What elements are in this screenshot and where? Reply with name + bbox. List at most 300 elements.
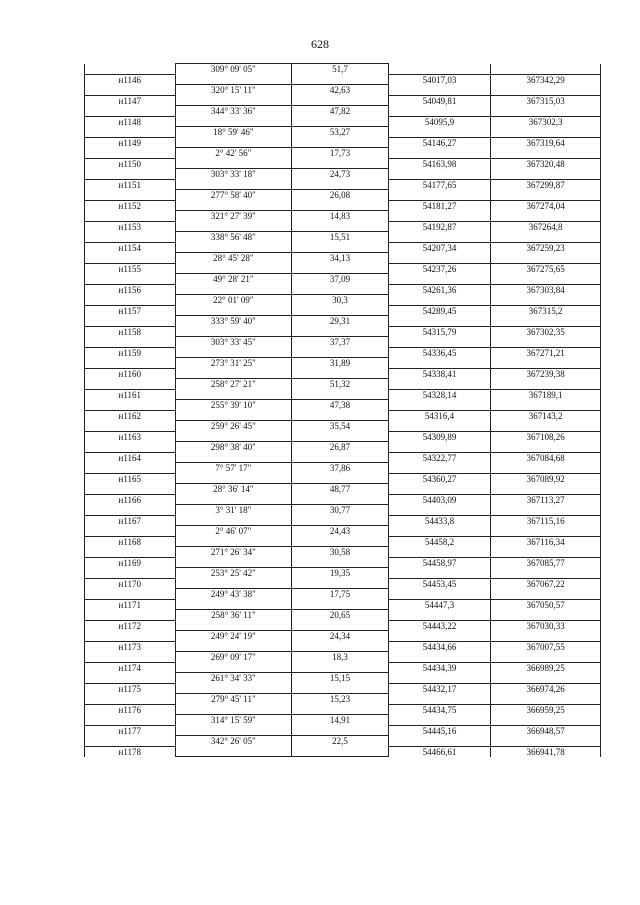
y-coordinate-cell bbox=[491, 715, 601, 726]
point-name-cell: н1147 bbox=[85, 95, 176, 106]
angle-cell bbox=[175, 641, 292, 652]
length-cell: 15,15 bbox=[292, 673, 389, 684]
point-name-cell bbox=[85, 568, 176, 579]
point-name-cell: н1158 bbox=[85, 326, 176, 337]
length-cell bbox=[292, 536, 389, 547]
angle-cell bbox=[175, 158, 292, 169]
y-coordinate-cell: 367320,48 bbox=[491, 158, 601, 169]
angle-cell bbox=[175, 578, 292, 589]
length-cell: 14,91 bbox=[292, 715, 389, 726]
length-cell bbox=[292, 515, 389, 526]
point-row bbox=[85, 179, 601, 190]
y-coordinate-cell: 367315,03 bbox=[491, 95, 601, 106]
point-name-cell: н1151 bbox=[85, 179, 176, 190]
x-coordinate-cell bbox=[388, 127, 491, 138]
point-row bbox=[85, 452, 601, 463]
x-coordinate-cell: 54434,39 bbox=[388, 662, 491, 673]
segment-row bbox=[85, 652, 601, 663]
length-cell bbox=[292, 116, 389, 127]
length-cell bbox=[292, 368, 389, 379]
x-coordinate-cell bbox=[388, 589, 491, 600]
length-cell bbox=[292, 284, 389, 295]
point-name-cell: н1171 bbox=[85, 599, 176, 610]
x-coordinate-cell bbox=[388, 736, 491, 747]
y-coordinate-cell bbox=[491, 526, 601, 537]
x-coordinate-cell: 54434,75 bbox=[388, 704, 491, 715]
length-cell bbox=[292, 263, 389, 274]
segment-row bbox=[85, 295, 601, 306]
page-number: 628 bbox=[311, 37, 329, 51]
x-coordinate-cell bbox=[388, 400, 491, 411]
angle-cell: 303° 33' 45" bbox=[175, 337, 292, 348]
x-coordinate-cell bbox=[388, 673, 491, 684]
angle-cell: 277° 58' 40" bbox=[175, 190, 292, 201]
y-coordinate-cell bbox=[491, 295, 601, 306]
angle-cell bbox=[175, 662, 292, 673]
length-cell: 51,7 bbox=[292, 64, 389, 75]
angle-cell bbox=[175, 284, 292, 295]
y-coordinate-cell: 367303,84 bbox=[491, 284, 601, 295]
y-coordinate-cell: 366948,57 bbox=[491, 725, 601, 736]
y-coordinate-cell: 367113,27 bbox=[491, 494, 601, 505]
x-coordinate-cell: 54360,27 bbox=[388, 473, 491, 484]
segment-row bbox=[85, 631, 601, 642]
x-coordinate-cell bbox=[388, 652, 491, 663]
x-coordinate-cell: 54181,27 bbox=[388, 200, 491, 211]
point-name-cell bbox=[85, 64, 176, 75]
y-coordinate-cell: 367108,26 bbox=[491, 431, 601, 442]
x-coordinate-cell: 54207,34 bbox=[388, 242, 491, 253]
angle-cell: 333° 59' 40" bbox=[175, 316, 292, 327]
y-coordinate-cell bbox=[491, 190, 601, 201]
angle-cell bbox=[175, 746, 292, 757]
point-row bbox=[85, 95, 601, 106]
length-cell bbox=[292, 494, 389, 505]
angle-cell bbox=[175, 368, 292, 379]
x-coordinate-cell bbox=[388, 106, 491, 117]
angle-cell: 255° 39' 10" bbox=[175, 400, 292, 411]
point-name-cell bbox=[85, 505, 176, 516]
angle-cell bbox=[175, 704, 292, 715]
segment-row bbox=[85, 568, 601, 579]
x-coordinate-cell: 54336,45 bbox=[388, 347, 491, 358]
segment-row bbox=[85, 442, 601, 453]
x-coordinate-cell bbox=[388, 505, 491, 516]
segment-row bbox=[85, 547, 601, 558]
point-name-cell: н1161 bbox=[85, 389, 176, 400]
y-coordinate-cell: 367085,77 bbox=[491, 557, 601, 568]
x-coordinate-cell: 54017,03 bbox=[388, 74, 491, 85]
x-coordinate-cell: 54095,9 bbox=[388, 116, 491, 127]
y-coordinate-cell: 367116,34 bbox=[491, 536, 601, 547]
x-coordinate-cell: 54163,98 bbox=[388, 158, 491, 169]
segment-row bbox=[85, 64, 601, 75]
length-cell bbox=[292, 326, 389, 337]
x-coordinate-cell bbox=[388, 631, 491, 642]
point-name-cell: н1168 bbox=[85, 536, 176, 547]
angle-cell bbox=[175, 179, 292, 190]
y-coordinate-cell: 367274,04 bbox=[491, 200, 601, 211]
angle-cell: 22° 01' 09" bbox=[175, 295, 292, 306]
point-name-cell bbox=[85, 337, 176, 348]
segment-row bbox=[85, 736, 601, 747]
point-row bbox=[85, 305, 601, 316]
point-name-cell: н1149 bbox=[85, 137, 176, 148]
x-coordinate-cell: 54453,45 bbox=[388, 578, 491, 589]
segment-row bbox=[85, 610, 601, 621]
angle-cell bbox=[175, 389, 292, 400]
angle-cell: 7° 57' 17" bbox=[175, 463, 292, 474]
length-cell: 37,37 bbox=[292, 337, 389, 348]
y-coordinate-cell bbox=[491, 421, 601, 432]
point-name-cell bbox=[85, 379, 176, 390]
point-name-cell: н1172 bbox=[85, 620, 176, 631]
point-name-cell: н1174 bbox=[85, 662, 176, 673]
x-coordinate-cell: 54192,87 bbox=[388, 221, 491, 232]
angle-cell: 258° 27' 21" bbox=[175, 379, 292, 390]
point-row bbox=[85, 536, 601, 547]
angle-cell bbox=[175, 95, 292, 106]
x-coordinate-cell: 54237,26 bbox=[388, 263, 491, 274]
point-name-cell: н1178 bbox=[85, 746, 176, 757]
y-coordinate-cell: 367007,55 bbox=[491, 641, 601, 652]
point-name-cell: н1175 bbox=[85, 683, 176, 694]
angle-cell bbox=[175, 74, 292, 85]
point-name-cell: н1154 bbox=[85, 242, 176, 253]
x-coordinate-cell bbox=[388, 337, 491, 348]
y-coordinate-cell bbox=[491, 400, 601, 411]
y-coordinate-cell bbox=[491, 547, 601, 558]
x-coordinate-cell: 54146,27 bbox=[388, 137, 491, 148]
segment-row bbox=[85, 316, 601, 327]
x-coordinate-cell bbox=[388, 484, 491, 495]
x-coordinate-cell bbox=[388, 169, 491, 180]
x-coordinate-cell: 54458,2 bbox=[388, 536, 491, 547]
x-coordinate-cell bbox=[388, 547, 491, 558]
point-name-cell: н1173 bbox=[85, 641, 176, 652]
y-coordinate-cell: 367189,1 bbox=[491, 389, 601, 400]
point-name-cell bbox=[85, 589, 176, 600]
point-row bbox=[85, 431, 601, 442]
point-name-cell: н1159 bbox=[85, 347, 176, 358]
point-name-cell bbox=[85, 694, 176, 705]
length-cell bbox=[292, 410, 389, 421]
point-name-cell: н1166 bbox=[85, 494, 176, 505]
point-name-cell bbox=[85, 610, 176, 621]
angle-cell: 3° 31' 18" bbox=[175, 505, 292, 516]
length-cell bbox=[292, 221, 389, 232]
point-row bbox=[85, 200, 601, 211]
x-coordinate-cell bbox=[388, 526, 491, 537]
length-cell: 15,51 bbox=[292, 232, 389, 243]
point-name-cell bbox=[85, 274, 176, 285]
angle-cell bbox=[175, 263, 292, 274]
angle-cell bbox=[175, 242, 292, 253]
point-name-cell bbox=[85, 715, 176, 726]
y-coordinate-cell: 367259,23 bbox=[491, 242, 601, 253]
segment-row bbox=[85, 211, 601, 222]
point-name-cell: н1162 bbox=[85, 410, 176, 421]
point-row bbox=[85, 242, 601, 253]
y-coordinate-cell bbox=[491, 694, 601, 705]
point-name-cell: н1150 bbox=[85, 158, 176, 169]
point-row bbox=[85, 683, 601, 694]
length-cell bbox=[292, 557, 389, 568]
length-cell: 14,83 bbox=[292, 211, 389, 222]
y-coordinate-cell: 367271,21 bbox=[491, 347, 601, 358]
y-coordinate-cell bbox=[491, 169, 601, 180]
x-coordinate-cell: 54466,61 bbox=[388, 746, 491, 757]
segment-row bbox=[85, 379, 601, 390]
point-row bbox=[85, 74, 601, 85]
x-coordinate-cell: 54316,4 bbox=[388, 410, 491, 421]
point-name-cell bbox=[85, 421, 176, 432]
y-coordinate-cell: 367299,87 bbox=[491, 179, 601, 190]
angle-cell: 269° 09' 17" bbox=[175, 652, 292, 663]
point-row bbox=[85, 641, 601, 652]
point-row bbox=[85, 368, 601, 379]
y-coordinate-cell bbox=[491, 316, 601, 327]
segment-row bbox=[85, 694, 601, 705]
point-name-cell: н1148 bbox=[85, 116, 176, 127]
angle-cell: 298° 38' 40" bbox=[175, 442, 292, 453]
y-coordinate-cell bbox=[491, 85, 601, 96]
point-name-cell bbox=[85, 148, 176, 159]
angle-cell: 320° 15' 11" bbox=[175, 85, 292, 96]
y-coordinate-cell bbox=[491, 505, 601, 516]
x-coordinate-cell: 54177,65 bbox=[388, 179, 491, 190]
angle-cell bbox=[175, 494, 292, 505]
angle-cell bbox=[175, 473, 292, 484]
angle-cell bbox=[175, 599, 292, 610]
segment-row bbox=[85, 127, 601, 138]
length-cell bbox=[292, 452, 389, 463]
point-row bbox=[85, 515, 601, 526]
point-name-cell bbox=[85, 484, 176, 495]
segment-row bbox=[85, 505, 601, 516]
x-coordinate-cell bbox=[388, 358, 491, 369]
angle-cell bbox=[175, 326, 292, 337]
length-cell: 53,27 bbox=[292, 127, 389, 138]
point-name-cell bbox=[85, 106, 176, 117]
length-cell: 19,35 bbox=[292, 568, 389, 579]
segment-row bbox=[85, 421, 601, 432]
segment-row bbox=[85, 106, 601, 117]
length-cell: 37,86 bbox=[292, 463, 389, 474]
y-coordinate-cell: 367275,65 bbox=[491, 263, 601, 274]
y-coordinate-cell: 367342,29 bbox=[491, 74, 601, 85]
y-coordinate-cell bbox=[491, 274, 601, 285]
angle-cell: 18° 59' 46" bbox=[175, 127, 292, 138]
point-name-cell bbox=[85, 736, 176, 747]
point-row bbox=[85, 158, 601, 169]
length-cell bbox=[292, 683, 389, 694]
y-coordinate-cell: 367239,38 bbox=[491, 368, 601, 379]
angle-cell: 49° 28' 21" bbox=[175, 274, 292, 285]
point-name-cell bbox=[85, 85, 176, 96]
y-coordinate-cell bbox=[491, 442, 601, 453]
length-cell bbox=[292, 746, 389, 757]
angle-cell: 344° 33' 36" bbox=[175, 106, 292, 117]
segment-row bbox=[85, 148, 601, 159]
x-coordinate-cell bbox=[388, 232, 491, 243]
y-coordinate-cell: 367302,35 bbox=[491, 326, 601, 337]
angle-cell bbox=[175, 200, 292, 211]
length-cell bbox=[292, 242, 389, 253]
length-cell: 26,87 bbox=[292, 442, 389, 453]
y-coordinate-cell: 367050,57 bbox=[491, 599, 601, 610]
segment-row bbox=[85, 463, 601, 474]
segment-row bbox=[85, 358, 601, 369]
point-row bbox=[85, 494, 601, 505]
length-cell bbox=[292, 179, 389, 190]
angle-cell bbox=[175, 305, 292, 316]
x-coordinate-cell: 54338,41 bbox=[388, 368, 491, 379]
y-coordinate-cell bbox=[491, 631, 601, 642]
x-coordinate-cell bbox=[388, 442, 491, 453]
y-coordinate-cell: 367143,2 bbox=[491, 410, 601, 421]
angle-cell bbox=[175, 725, 292, 736]
point-name-cell bbox=[85, 295, 176, 306]
x-coordinate-cell bbox=[388, 610, 491, 621]
length-cell: 42,63 bbox=[292, 85, 389, 96]
length-cell: 29,31 bbox=[292, 316, 389, 327]
y-coordinate-cell bbox=[491, 673, 601, 684]
point-row bbox=[85, 599, 601, 610]
angle-cell bbox=[175, 137, 292, 148]
angle-cell bbox=[175, 431, 292, 442]
angle-cell: 271° 26' 34" bbox=[175, 547, 292, 558]
segment-row bbox=[85, 85, 601, 96]
point-name-cell: н1164 bbox=[85, 452, 176, 463]
point-name-cell: н1156 bbox=[85, 284, 176, 295]
length-cell: 15,23 bbox=[292, 694, 389, 705]
point-row bbox=[85, 620, 601, 631]
point-name-cell bbox=[85, 442, 176, 453]
point-name-cell: н1160 bbox=[85, 368, 176, 379]
angle-cell bbox=[175, 683, 292, 694]
x-coordinate-cell: 54445,16 bbox=[388, 725, 491, 736]
point-name-cell bbox=[85, 127, 176, 138]
y-coordinate-cell bbox=[491, 568, 601, 579]
length-cell bbox=[292, 620, 389, 631]
point-row bbox=[85, 410, 601, 421]
y-coordinate-cell: 367084,68 bbox=[491, 452, 601, 463]
length-cell: 17,75 bbox=[292, 589, 389, 600]
y-coordinate-cell: 366959,25 bbox=[491, 704, 601, 715]
point-name-cell bbox=[85, 526, 176, 537]
y-coordinate-cell bbox=[491, 232, 601, 243]
length-cell: 35,54 bbox=[292, 421, 389, 432]
x-coordinate-cell bbox=[388, 64, 491, 75]
point-name-cell bbox=[85, 169, 176, 180]
x-coordinate-cell bbox=[388, 316, 491, 327]
point-name-cell: н1163 bbox=[85, 431, 176, 442]
y-coordinate-cell: 366974,26 bbox=[491, 683, 601, 694]
point-name-cell bbox=[85, 673, 176, 684]
point-row bbox=[85, 704, 601, 715]
y-coordinate-cell bbox=[491, 736, 601, 747]
point-name-cell bbox=[85, 463, 176, 474]
y-coordinate-cell bbox=[491, 253, 601, 264]
x-coordinate-cell: 54434,66 bbox=[388, 641, 491, 652]
segment-row bbox=[85, 169, 601, 180]
point-row bbox=[85, 116, 601, 127]
point-name-cell bbox=[85, 631, 176, 642]
coordinates-table-body bbox=[85, 64, 601, 757]
length-cell: 18,3 bbox=[292, 652, 389, 663]
point-name-cell: н1176 bbox=[85, 704, 176, 715]
y-coordinate-cell: 366989,25 bbox=[491, 662, 601, 673]
angle-cell bbox=[175, 557, 292, 568]
angle-cell: 28° 36' 14" bbox=[175, 484, 292, 495]
y-coordinate-cell: 367067,22 bbox=[491, 578, 601, 589]
point-name-cell bbox=[85, 211, 176, 222]
length-cell: 30,3 bbox=[292, 295, 389, 306]
point-name-cell bbox=[85, 358, 176, 369]
length-cell bbox=[292, 347, 389, 358]
angle-cell: 338° 56' 48" bbox=[175, 232, 292, 243]
point-row bbox=[85, 389, 601, 400]
y-coordinate-cell: 367315,2 bbox=[491, 305, 601, 316]
length-cell bbox=[292, 704, 389, 715]
y-coordinate-cell bbox=[491, 610, 601, 621]
point-row bbox=[85, 221, 601, 232]
length-cell: 22,5 bbox=[292, 736, 389, 747]
point-name-cell bbox=[85, 652, 176, 663]
length-cell: 34,13 bbox=[292, 253, 389, 264]
point-row bbox=[85, 137, 601, 148]
length-cell: 24,34 bbox=[292, 631, 389, 642]
angle-cell: 249° 43' 38" bbox=[175, 589, 292, 600]
length-cell: 47,38 bbox=[292, 400, 389, 411]
coordinates-table bbox=[84, 63, 601, 757]
length-cell: 26,08 bbox=[292, 190, 389, 201]
angle-cell: 2° 42' 56" bbox=[175, 148, 292, 159]
y-coordinate-cell: 367089,92 bbox=[491, 473, 601, 484]
point-name-cell bbox=[85, 253, 176, 264]
point-name-cell: н1153 bbox=[85, 221, 176, 232]
angle-cell bbox=[175, 410, 292, 421]
segment-row bbox=[85, 190, 601, 201]
x-coordinate-cell: 54403,09 bbox=[388, 494, 491, 505]
length-cell: 31,89 bbox=[292, 358, 389, 369]
segment-row bbox=[85, 400, 601, 411]
segment-row bbox=[85, 715, 601, 726]
angle-cell: 2° 46' 07" bbox=[175, 526, 292, 537]
length-cell bbox=[292, 137, 389, 148]
y-coordinate-cell: 367302,3 bbox=[491, 116, 601, 127]
length-cell: 51,32 bbox=[292, 379, 389, 390]
y-coordinate-cell bbox=[491, 652, 601, 663]
angle-cell: 321° 27' 39" bbox=[175, 211, 292, 222]
point-row bbox=[85, 347, 601, 358]
angle-cell: 303° 33' 18" bbox=[175, 169, 292, 180]
y-coordinate-cell bbox=[491, 64, 601, 75]
angle-cell: 273° 31' 25" bbox=[175, 358, 292, 369]
y-coordinate-cell bbox=[491, 106, 601, 117]
angle-cell: 259° 26' 45" bbox=[175, 421, 292, 432]
length-cell: 48,77 bbox=[292, 484, 389, 495]
x-coordinate-cell bbox=[388, 211, 491, 222]
point-name-cell: н1170 bbox=[85, 578, 176, 589]
angle-cell: 258° 36' 11" bbox=[175, 610, 292, 621]
x-coordinate-cell: 54322,77 bbox=[388, 452, 491, 463]
angle-cell: 342° 26' 05" bbox=[175, 736, 292, 747]
angle-cell: 28° 45' 28" bbox=[175, 253, 292, 264]
length-cell: 24,43 bbox=[292, 526, 389, 537]
segment-row bbox=[85, 232, 601, 243]
